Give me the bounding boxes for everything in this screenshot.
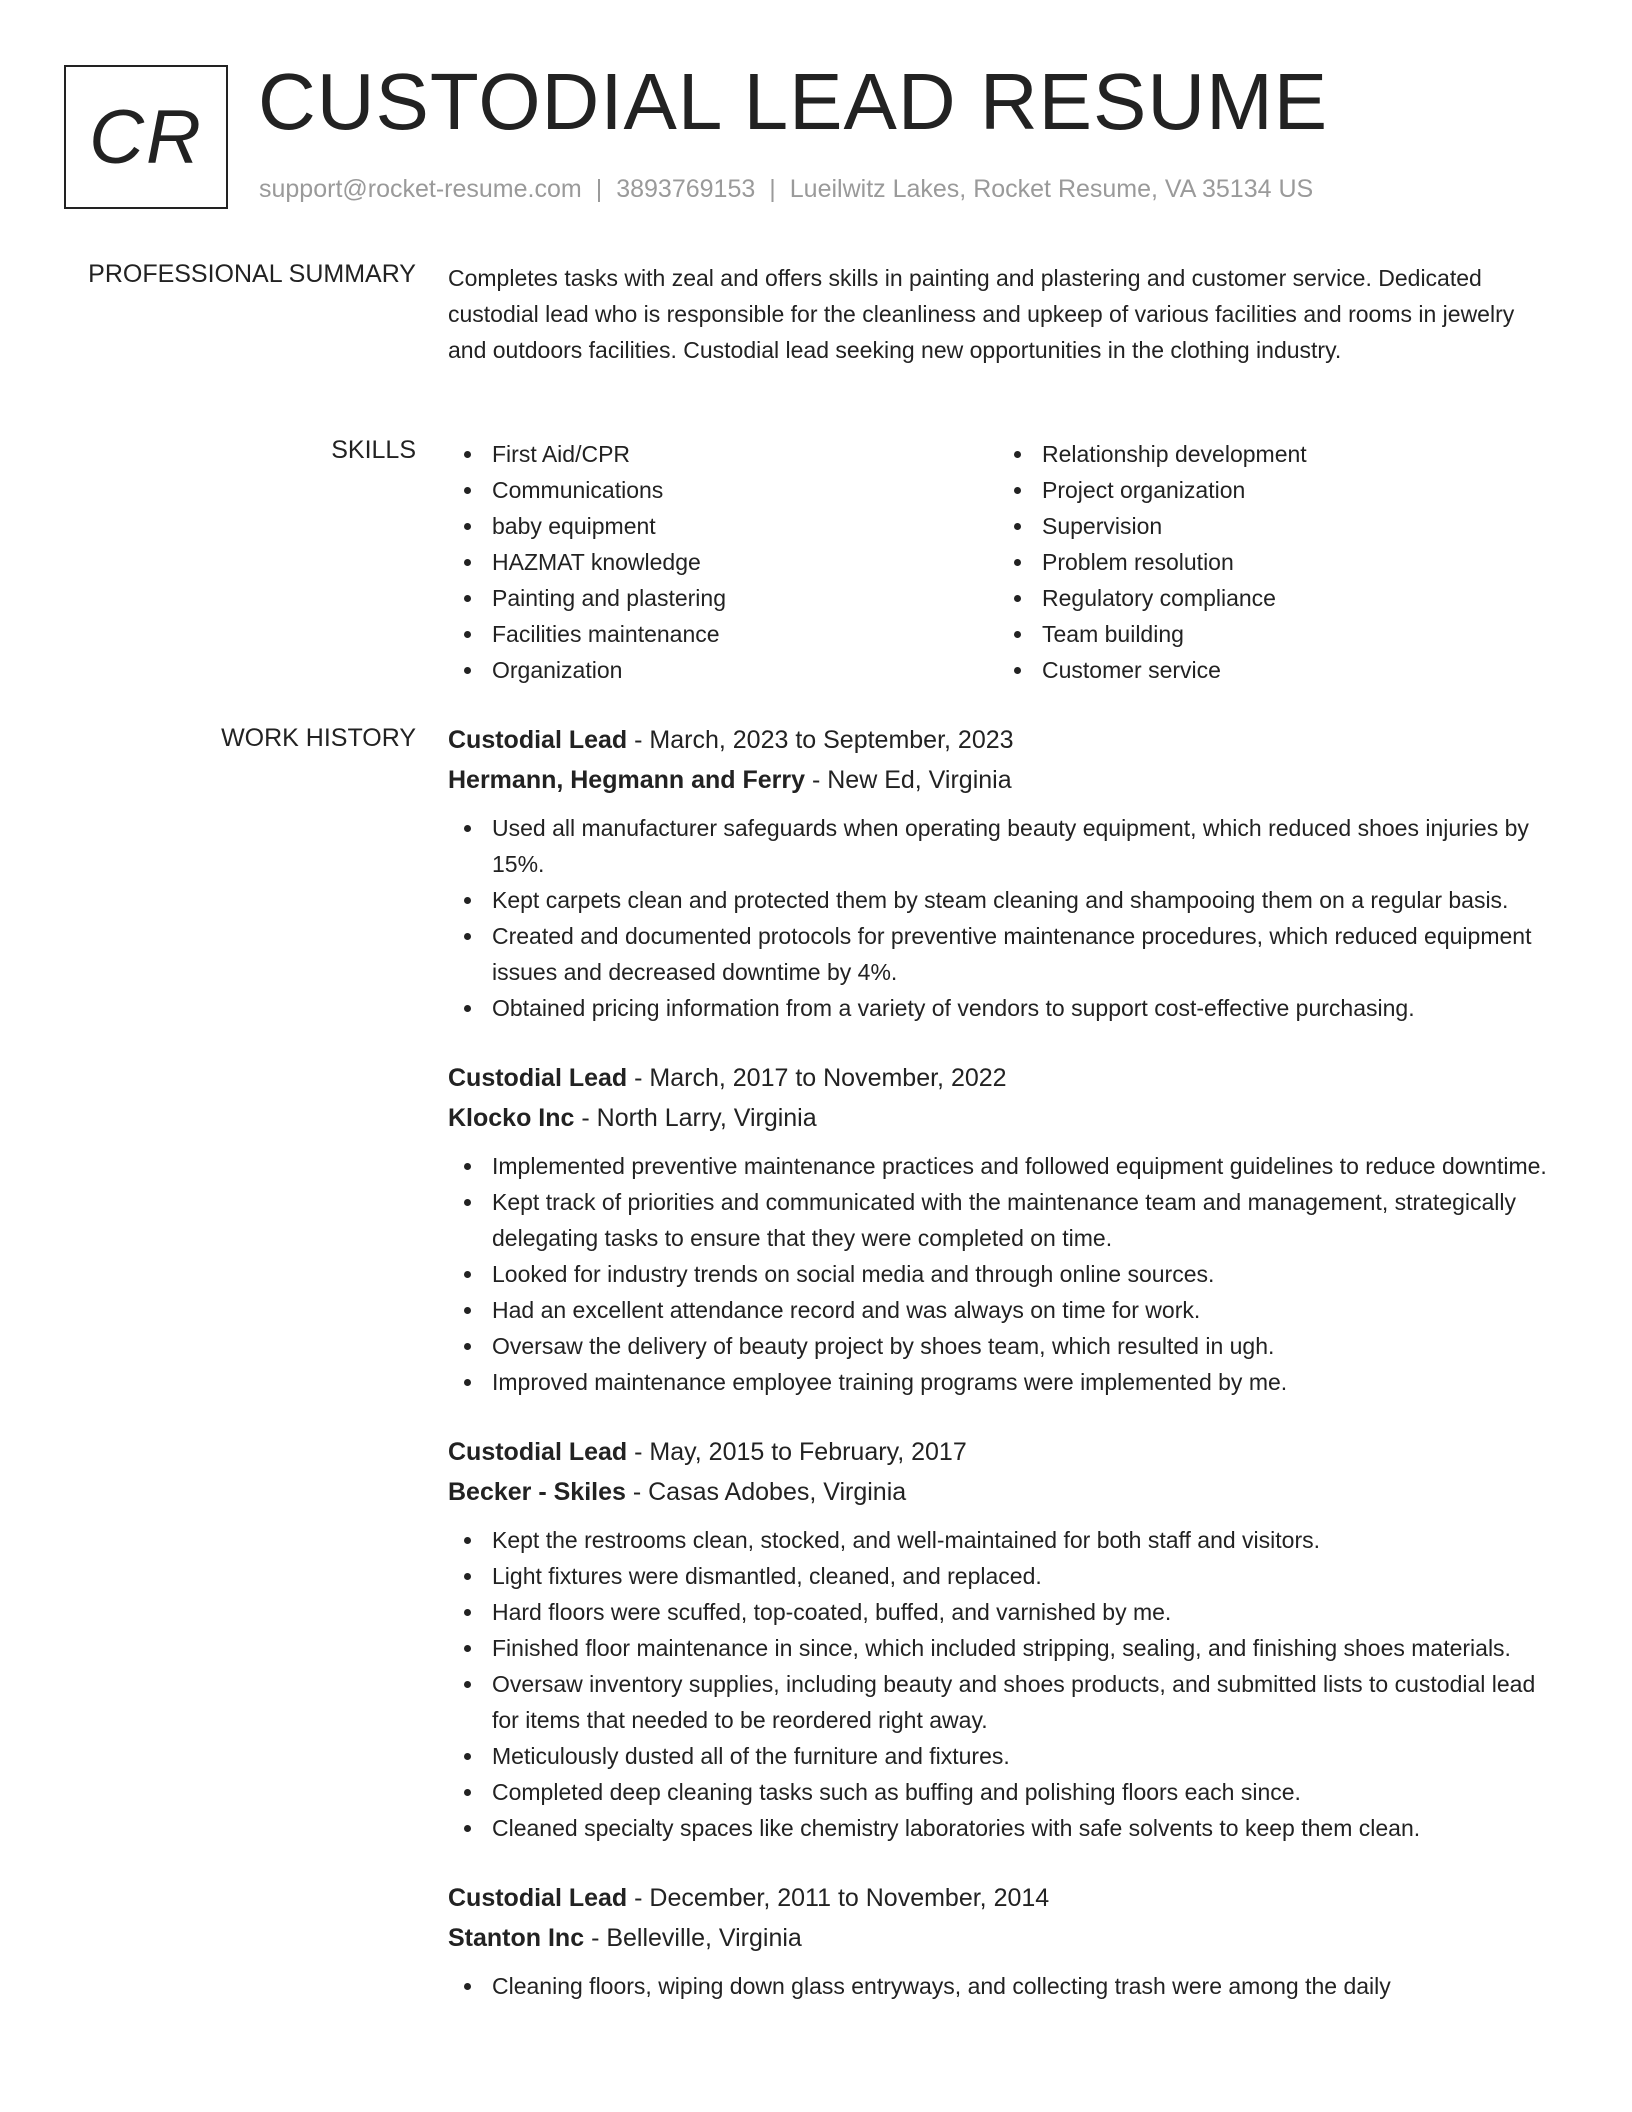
work-heading: WORK HISTORY xyxy=(221,724,416,752)
job-dates: - May, 2015 to February, 2017 xyxy=(634,1438,967,1466)
job-entry xyxy=(448,720,1548,1026)
skill-item: Project organization xyxy=(998,472,1548,508)
job-location: - Belleville, Virginia xyxy=(591,1924,802,1952)
list-item: Used all manufacturer safeguards when operating beauty equipment, which reduced shoes injuries by 15%. xyxy=(448,810,1548,882)
skill-item: Regulatory compliance xyxy=(998,580,1548,616)
summary-heading: PROFESSIONAL SUMMARY xyxy=(88,260,416,288)
list-item: Oversaw the delivery of beauty project by shoes team, which resulted in ugh. xyxy=(448,1328,1548,1364)
job-location: - North Larry, Virginia xyxy=(581,1104,817,1132)
skill-item: baby equipment xyxy=(448,508,998,544)
job-entry xyxy=(448,1058,1548,1400)
job-title-line xyxy=(448,1878,1548,1918)
summary-text: Completes tasks with zeal and offers skills in painting and plastering and customer service. Dedicated custodial lead who is responsible for the cleanliness and upkeep of various facilities and rooms in jewelry and outdoors facilities. Custodial lead seeking new opportunities in the clothing industry. xyxy=(448,265,1515,363)
list-item: Improved maintenance employee training programs were implemented by me. xyxy=(448,1364,1548,1400)
job-company: Hermann, Hegmann and Ferry xyxy=(448,766,806,794)
list-item: Cleaning floors, wiping down glass entryways, and collecting trash were among the daily xyxy=(448,1968,1548,2004)
list-item: Had an excellent attendance record and was always on time for work. xyxy=(448,1292,1548,1328)
skill-item: Facilities maintenance xyxy=(448,616,998,652)
job-title-line xyxy=(448,1432,1548,1472)
job-company: Klocko Inc xyxy=(448,1104,575,1132)
job-title: Custodial Lead xyxy=(448,1064,628,1092)
skills-column-1 xyxy=(448,436,998,688)
job-company-line xyxy=(448,1098,1548,1138)
separator: | xyxy=(595,175,603,203)
list-item: Implemented preventive maintenance practices and followed equipment guidelines to reduce downtime. xyxy=(448,1148,1548,1184)
list-item: Kept track of priorities and communicated with the maintenance team and management, strategically delegating tasks to ensure that they were completed on time. xyxy=(448,1184,1548,1256)
job-company-line xyxy=(448,1472,1548,1512)
contact-line xyxy=(259,175,1313,204)
job-bullets xyxy=(448,1522,1548,1846)
list-item: Kept the restrooms clean, stocked, and well-maintained for both staff and visitors. xyxy=(448,1522,1548,1558)
skill-item: Supervision xyxy=(998,508,1548,544)
skills-column-2 xyxy=(998,436,1548,688)
monogram-logo: CR xyxy=(64,65,228,209)
job-bullets xyxy=(448,1968,1548,2004)
contact-email[interactable]: support@rocket-resume.com xyxy=(259,175,582,203)
list-item: Oversaw inventory supplies, including beauty and shoes products, and submitted lists to custodial lead for items that needed to be reordered right away. xyxy=(448,1666,1548,1738)
skill-item: First Aid/CPR xyxy=(448,436,998,472)
job-dates: - March, 2017 to November, 2022 xyxy=(634,1064,1007,1092)
skills-list xyxy=(448,436,1548,688)
list-item: Meticulously dusted all of the furniture and fixtures. xyxy=(448,1738,1548,1774)
list-item: Completed deep cleaning tasks such as buffing and polishing floors each since. xyxy=(448,1774,1548,1810)
job-bullets xyxy=(448,810,1548,1026)
separator: | xyxy=(769,175,776,203)
skill-item: Problem resolution xyxy=(998,544,1548,580)
skill-item: Communications xyxy=(448,472,998,508)
work-history xyxy=(448,720,1548,2036)
job-company-line xyxy=(448,1918,1548,1958)
job-title: Custodial Lead xyxy=(448,726,628,754)
job-location: - New Ed, Virginia xyxy=(811,766,1012,794)
contact-phone[interactable]: 3893769153 xyxy=(616,175,756,203)
contact-address: Lueilwitz Lakes, Rocket Resume, VA 35134 US xyxy=(789,175,1314,203)
job-location: - Casas Adobes, Virginia xyxy=(632,1478,907,1506)
job-company: Becker - Skiles xyxy=(448,1478,626,1506)
list-item: Cleaned specialty spaces like chemistry laboratories with safe solvents to keep them clean. xyxy=(448,1810,1548,1846)
list-item: Hard floors were scuffed, top-coated, buffed, and varnished by me. xyxy=(448,1594,1548,1630)
list-item: Looked for industry trends on social media and through online sources. xyxy=(448,1256,1548,1292)
skill-item: Customer service xyxy=(998,652,1548,688)
job-bullets xyxy=(448,1148,1548,1400)
skill-item: HAZMAT knowledge xyxy=(448,544,998,580)
job-dates: - December, 2011 to November, 2014 xyxy=(634,1884,1050,1912)
job-entry xyxy=(448,1878,1548,2004)
skill-item: Painting and plastering xyxy=(448,580,998,616)
skills-heading: SKILLS xyxy=(331,436,416,464)
job-entry xyxy=(448,1432,1548,1846)
job-title-line xyxy=(448,1058,1548,1098)
skill-item: Team building xyxy=(998,616,1548,652)
list-item: Finished floor maintenance in since, which included stripping, sealing, and finishing shoes materials. xyxy=(448,1630,1548,1666)
list-item: Light fixtures were dismantled, cleaned, and replaced. xyxy=(448,1558,1548,1594)
list-item: Kept carpets clean and protected them by steam cleaning and shampooing them on a regular basis. xyxy=(448,882,1548,918)
skill-item: Relationship development xyxy=(998,436,1548,472)
skill-item: Organization xyxy=(448,652,998,688)
list-item: Obtained pricing information from a variety of vendors to support cost-effective purchasing. xyxy=(448,990,1548,1026)
job-title-line xyxy=(448,720,1548,760)
job-company-line xyxy=(448,760,1548,800)
job-company: Stanton Inc xyxy=(448,1924,585,1952)
job-title: Custodial Lead xyxy=(448,1438,628,1466)
job-dates: - March, 2023 to September, 2023 xyxy=(634,726,1014,754)
job-title: Custodial Lead xyxy=(448,1884,628,1912)
list-item: Created and documented protocols for preventive maintenance procedures, which reduced equipment issues and decreased downtime by 4%. xyxy=(448,918,1548,990)
page-title: CUSTODIAL LEAD RESUME xyxy=(258,57,1329,146)
